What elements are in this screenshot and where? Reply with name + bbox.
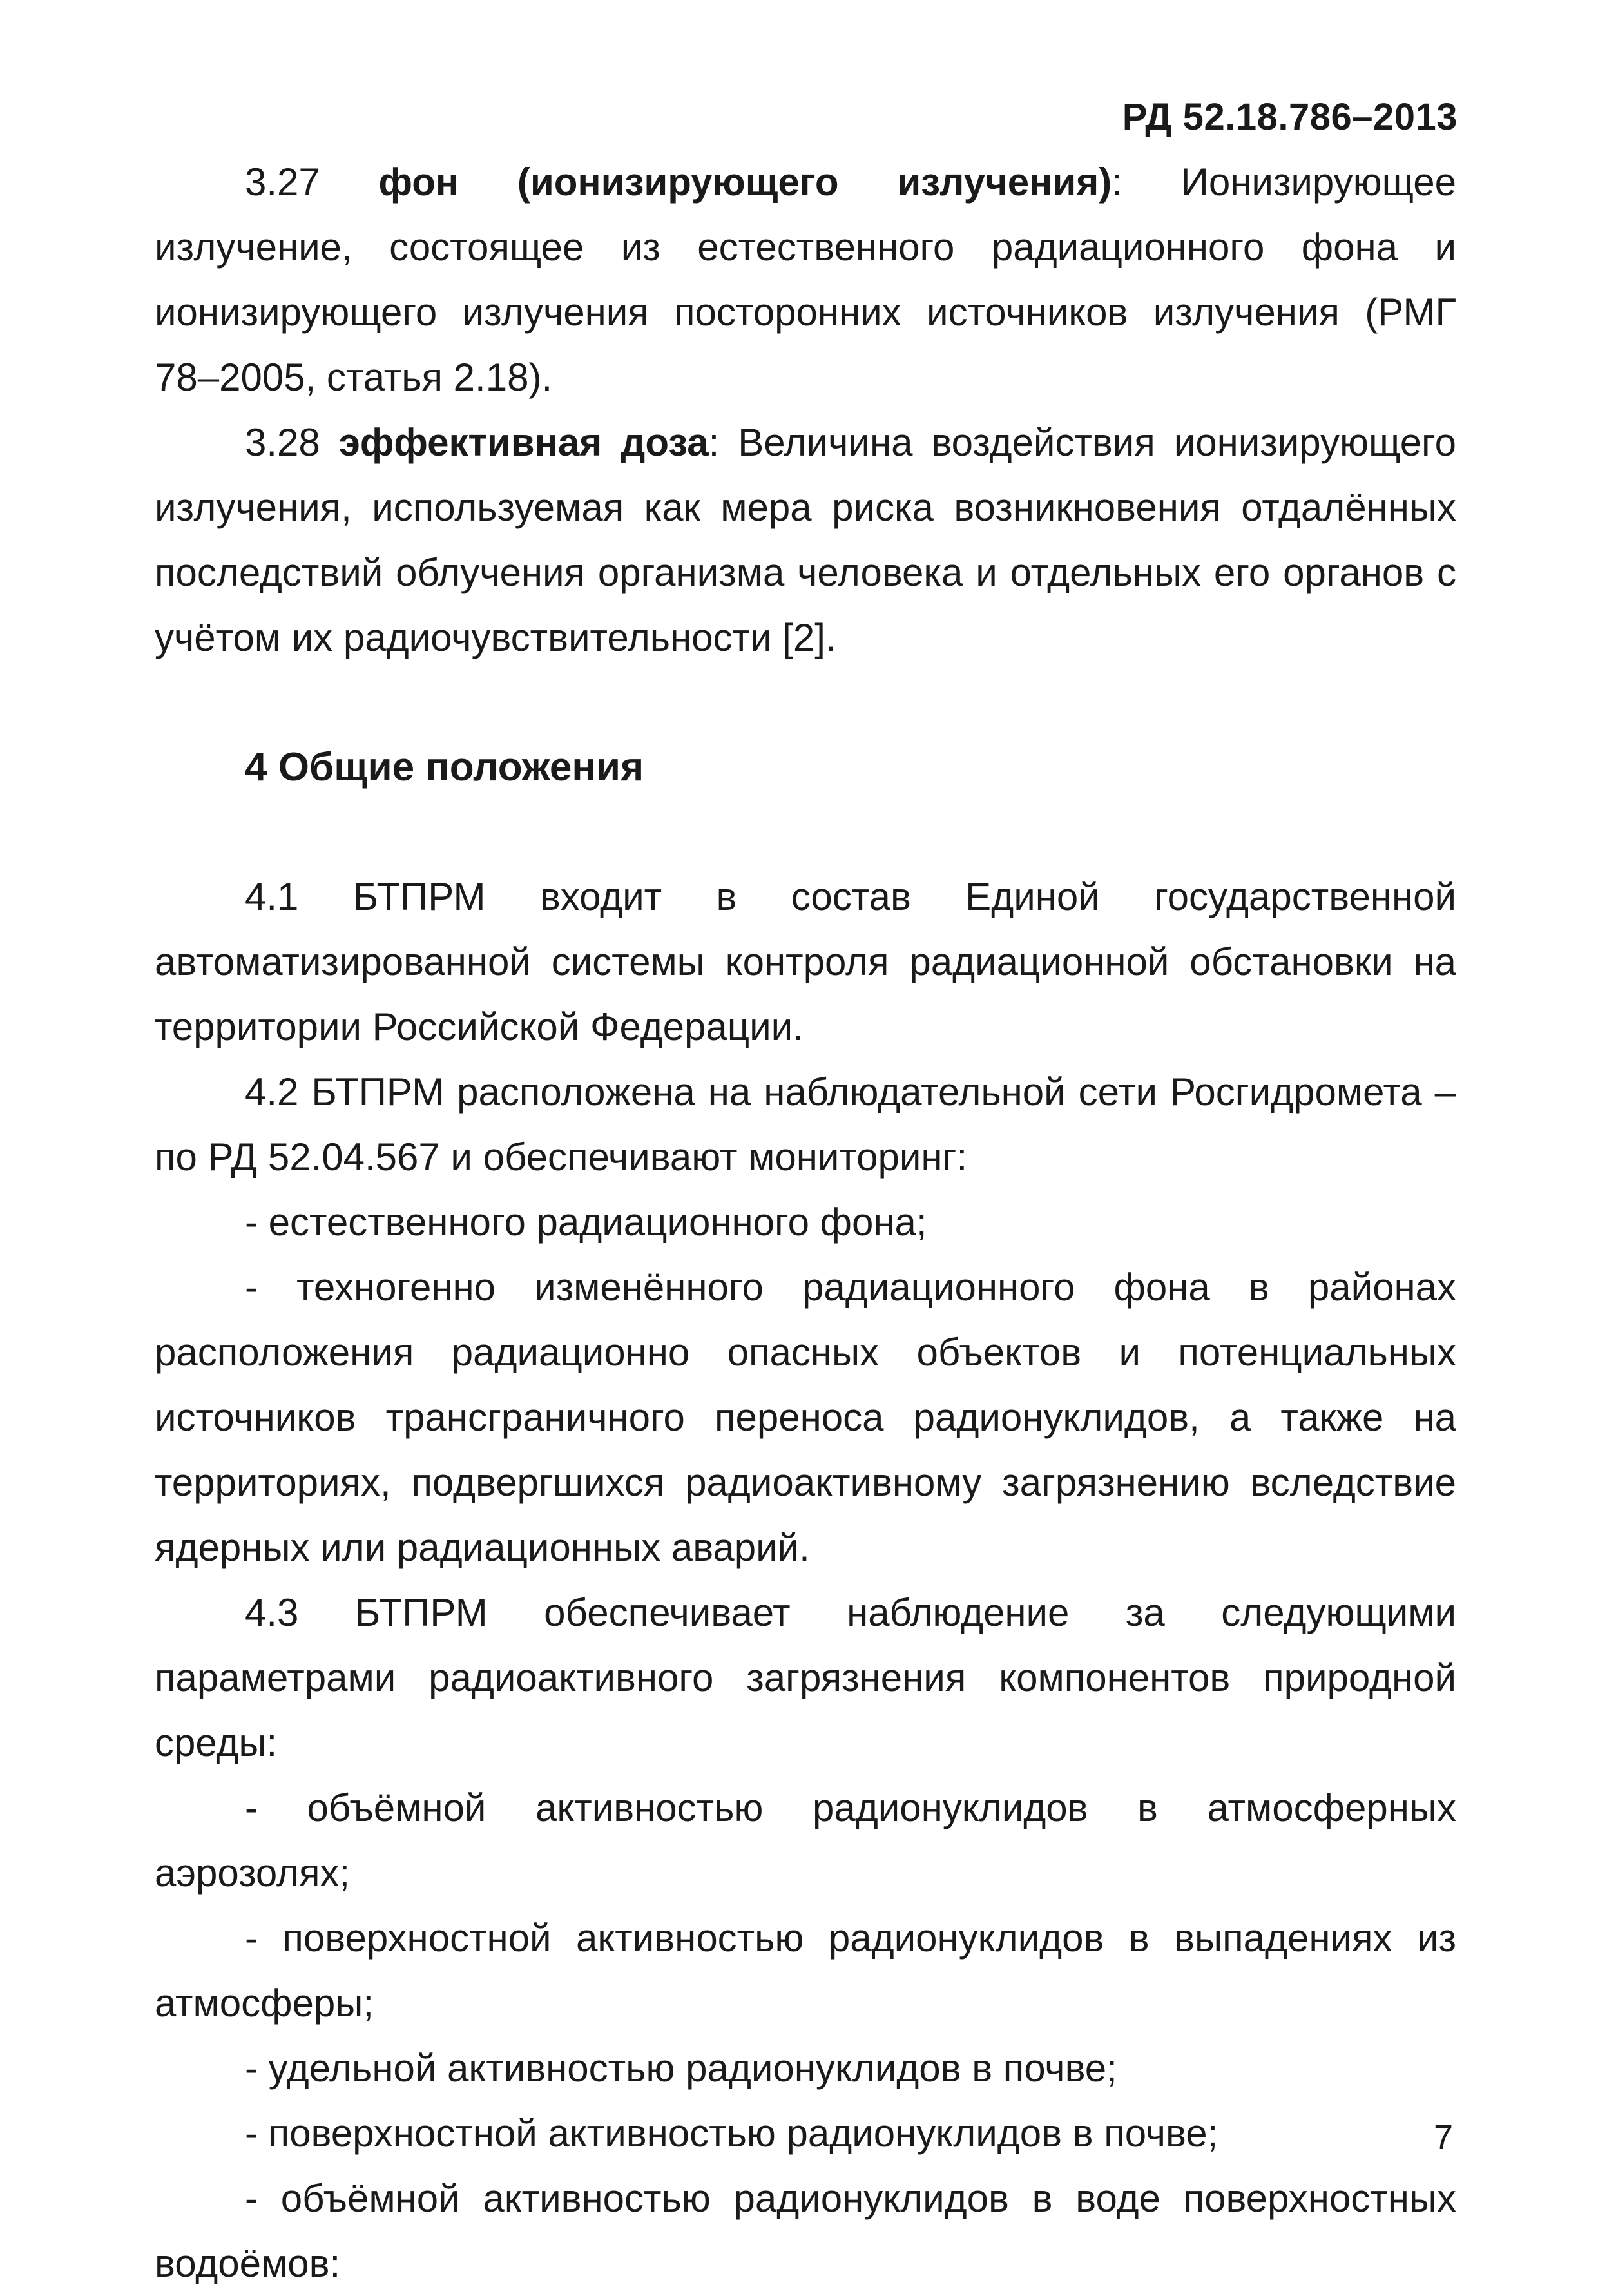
list-item: - техногенно изменённого радиационного фона в районах расположения радиационно опасных объектов и потенциальных источников трансграничного переноса радионуклидов, а также на территориях, подвергшихся радиоактивному загрязнению вследствие ядерных или радиационных аварий. [155, 1266, 1456, 1569]
page-number: 7 [1433, 2118, 1453, 2157]
definition-term: эффективная доза [338, 421, 709, 464]
definition-number: 3.28 [245, 421, 339, 464]
document-code: РД 52.18.786–2013 [1122, 96, 1458, 138]
definition-term: фон (ионизирующего излучения) [378, 160, 1112, 204]
definition-text: : Ионизирующее излучение, состоящее из естественного радиационного фона и ионизирующего излучения посторонних источников излучения (РМГ 78–2005, статья 2.18). [155, 160, 1456, 399]
list-item: - объёмной активностью радионуклидов в атмосферных аэрозолях; [155, 1786, 1456, 1895]
list-item: - объёмной активностью радионуклидов в воде поверхностных водоёмов: [155, 2177, 1456, 2285]
definition-number: 3.27 [245, 160, 379, 204]
list-item: - удельной активностью радионуклидов в почве; [245, 2047, 1117, 2090]
paragraph-4-3: 4.3 БТПРМ обеспечивает наблюдение за следующими параметрами радиоактивного загрязнения компонентов природной среды: [155, 1591, 1456, 1764]
list-item: - поверхностной активностью радионуклидов в почве; [245, 2112, 1218, 2155]
paragraph-4-1: 4.1 БТПРМ входит в состав Единой государственной автоматизированной системы контроля радиационной обстановки на территории Российской Федерации. [155, 875, 1456, 1048]
definition-text: : Величина воздействия ионизирующего излучения, используемая как мера риска возникновения отдалённых последствий облучения организма человека и отдельных его органов с учётом их радиочувствительности [2]. [155, 421, 1456, 659]
definition-3-27 [155, 150, 1456, 410]
page-content [155, 150, 1456, 2296]
paragraph-4-2: 4.2 БТПРМ расположена на наблюдательной сети Росгидромета – по РД 52.04.567 и обеспечивают мониторинг: [155, 1070, 1456, 1179]
list-item: - естественного радиационного фона; [245, 1201, 927, 1244]
section-title: 4 Общие положения [245, 745, 644, 789]
definition-3-28 [155, 410, 1456, 670]
list-item: - поверхностной активностью радионуклидов в выпадениях из атмосферы; [155, 1916, 1456, 2025]
